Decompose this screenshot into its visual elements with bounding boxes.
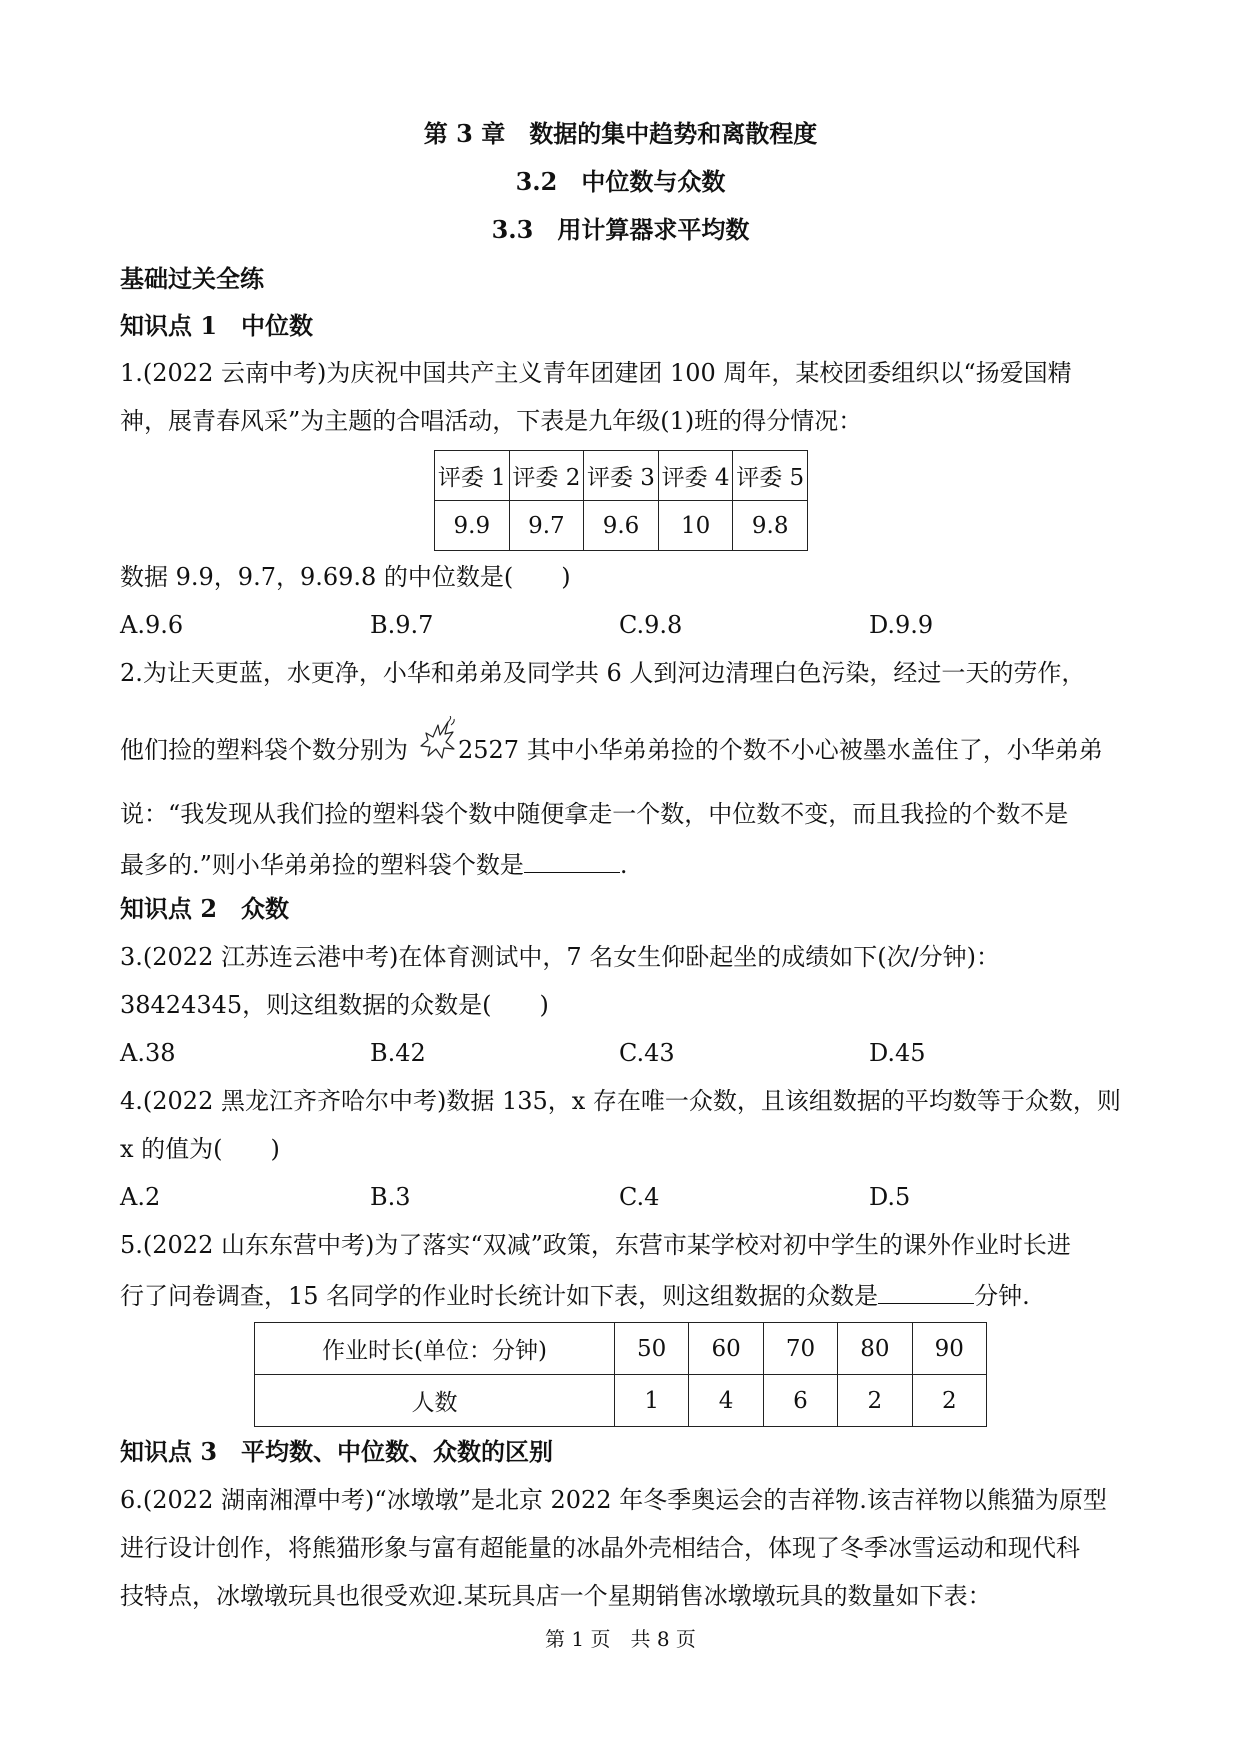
section-title-2: 3.3 用计算器求平均数 (491, 215, 750, 244)
q1-stem: 数据 9.9，9.7，9.69.8 的中位数是( ) (120, 563, 571, 591)
q2-line-4-text: 最多的.”则小华弟弟捡的塑料袋个数是 (120, 851, 524, 879)
table-cell: 60 (689, 1323, 763, 1375)
table-row-label: 人数 (255, 1375, 615, 1427)
q5-table-row-count (255, 1375, 987, 1427)
q5-homework-table (254, 1322, 987, 1427)
q5-line-2-unit: 分钟. (974, 1282, 1030, 1310)
table-cell: 70 (763, 1323, 837, 1375)
q2-line-2-start: 他们捡的塑料袋个数分别为 (120, 736, 408, 764)
answer-blank (878, 1277, 974, 1304)
q1-option-a: A.9.6 (120, 611, 184, 639)
table-cell: 1 (615, 1375, 689, 1427)
table-cell: 9.6 (584, 501, 659, 551)
practice-heading: 基础过关全练 (120, 264, 264, 293)
q1-line-1: 1.(2022 云南中考)为庆祝中国共产主义青年团建团 100 周年，某校团委组织以“扬爱国精 (120, 359, 1072, 387)
table-cell: 9.7 (509, 501, 584, 551)
table-row-label: 作业时长(单位：分钟) (255, 1323, 615, 1375)
q4-option-d: D.5 (869, 1183, 911, 1211)
q3-line-2: 38424345，则这组数据的众数是( ) (120, 991, 549, 1019)
table-cell: 评委 1 (435, 451, 510, 501)
q3-option-a: A.38 (120, 1039, 176, 1067)
table-cell: 50 (615, 1323, 689, 1375)
q3-line-1: 3.(2022 江苏连云港中考)在体育测试中，7 名女生仰卧起坐的成绩如下(次/分钟)： (120, 943, 1001, 971)
q6-line-1: 6.(2022 湖南湘潭中考)“冰墩墩”是北京 2022 年冬季奥运会的吉祥物.该吉祥物以熊猫为原型 (120, 1486, 1107, 1514)
q4-option-b: B.3 (370, 1183, 411, 1211)
table-cell: 6 (763, 1375, 837, 1427)
q2-line-4 (120, 846, 628, 881)
table-cell: 评委 3 (584, 451, 659, 501)
knowledge-point-2: 知识点 2 众数 (120, 894, 290, 923)
answer-blank (524, 846, 620, 873)
table-cell: 9.8 (733, 501, 808, 551)
q5-line-2-text: 行了问卷调查，15 名同学的作业时长统计如下表，则这组数据的众数是 (120, 1282, 879, 1310)
q1-table-header-row (435, 451, 808, 501)
q3-option-b: B.42 (370, 1039, 426, 1067)
q4-line-1: 4.(2022 黑龙江齐齐哈尔中考)数据 135，x 存在唯一众数，且该组数据的平均数等于众数，则 (120, 1087, 1121, 1115)
q5-line-1: 5.(2022 山东东营中考)为了落实“双减”政策，东营市某学校对初中学生的课外作业时长进 (120, 1231, 1071, 1259)
table-cell: 90 (912, 1323, 986, 1375)
q1-score-table (434, 450, 808, 551)
q2-line-1: 2.为让天更蓝，水更净，小华和弟弟及同学共 6 人到河边清理白色污染，经过一天的劳作， (120, 659, 1086, 687)
ink-blot-icon (418, 716, 458, 764)
q4-option-c: C.4 (619, 1183, 660, 1211)
q4-line-2: x 的值为( ) (120, 1135, 280, 1163)
q2-line-4-period: . (619, 851, 628, 879)
section-title-1: 3.2 中位数与众数 (515, 167, 726, 196)
table-cell: 2 (912, 1375, 986, 1427)
q5-table-row-duration (255, 1323, 987, 1375)
table-cell: 9.9 (435, 501, 510, 551)
q3-option-d: D.45 (869, 1039, 926, 1067)
knowledge-point-3: 知识点 3 平均数、中位数、众数的区别 (120, 1437, 554, 1466)
page-footer: 第 1 页 共 8 页 (545, 1627, 696, 1651)
q2-line-3: 说：“我发现从我们捡的塑料袋个数中随便拿走一个数，中位数不变，而且我捡的个数不是 (120, 800, 1069, 828)
q1-line-2: 神，展青春风采”为主题的合唱活动，下表是九年级(1)班的得分情况： (120, 407, 863, 435)
q3-option-c: C.43 (619, 1039, 675, 1067)
q1-table-value-row (435, 501, 808, 551)
q6-line-2: 进行设计创作，将熊猫形象与富有超能量的冰晶外壳相结合，体现了冬季冰雪运动和现代科 (120, 1534, 1080, 1562)
q1-option-c: C.9.8 (619, 611, 683, 639)
table-cell: 10 (658, 501, 733, 551)
q4-option-a: A.2 (120, 1183, 161, 1211)
table-cell: 评委 5 (733, 451, 808, 501)
table-cell: 评委 2 (509, 451, 584, 501)
q5-line-2 (120, 1277, 1030, 1312)
q1-option-d: D.9.9 (869, 611, 934, 639)
table-cell: 2 (838, 1375, 912, 1427)
table-cell: 评委 4 (658, 451, 733, 501)
q1-option-b: B.9.7 (370, 611, 434, 639)
table-cell: 80 (838, 1323, 912, 1375)
q6-line-3: 技特点，冰墩墩玩具也很受欢迎.某玩具店一个星期销售冰墩墩玩具的数量如下表： (120, 1582, 992, 1610)
q2-line-2-end: 2527 其中小华弟弟捡的个数不小心被墨水盖住了，小华弟弟 (458, 736, 1103, 764)
table-cell: 4 (689, 1375, 763, 1427)
chapter-title: 第 3 章 数据的集中趋势和离散程度 (423, 119, 818, 148)
knowledge-point-1: 知识点 1 中位数 (120, 311, 314, 340)
